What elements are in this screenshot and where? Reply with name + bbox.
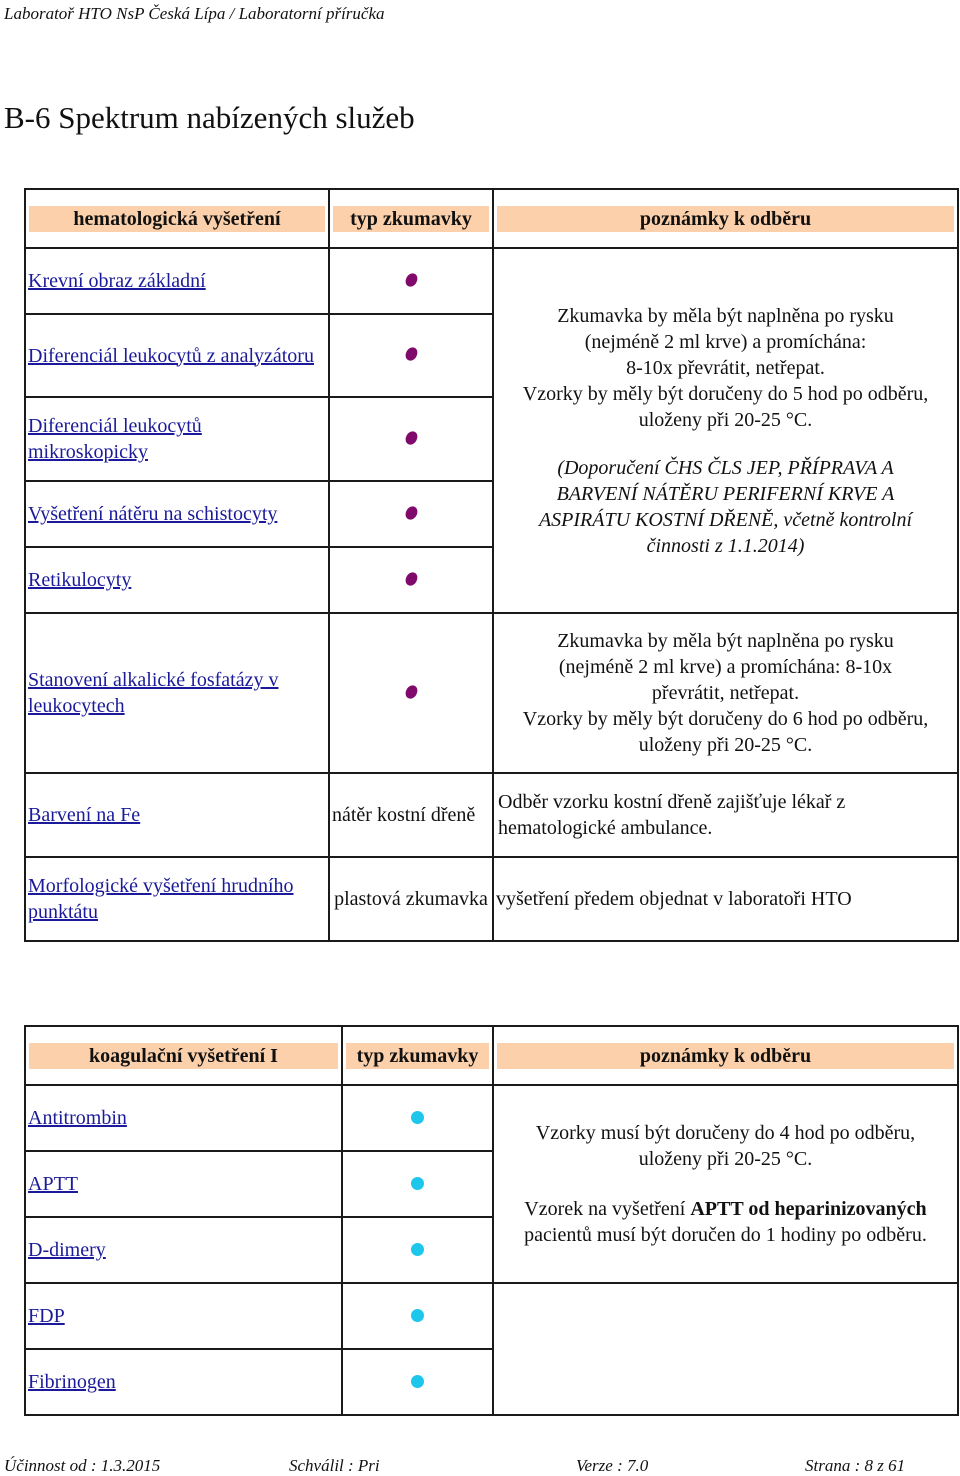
tube-purple-dot-icon [403, 570, 420, 588]
notes-cell-2: Zkumavka by měla být naplněna po rysku (nejméně 2 ml krve) a promíchána: 8-10x převrátit, netřepat. Vzorky by měly být doručeny do 6 hod po odběru, uloženy při 20-25 °C. [493, 613, 958, 773]
col-header-tube: typ zkumavky [329, 189, 493, 248]
table-row [25, 1283, 958, 1349]
tube-purple-dot-icon [403, 271, 420, 289]
table-row [25, 613, 958, 773]
col-header-exam: hematologická vyšetření [25, 189, 329, 248]
page-title: B-6 Spektrum nabízených služeb [4, 100, 415, 135]
table-header-row [25, 1026, 958, 1085]
coagulation-table [24, 1025, 959, 1416]
exam-link-diff-microscopy[interactable]: Diferenciál leukocytů mikroskopicky [28, 415, 202, 463]
table-row [25, 773, 958, 857]
tube-cyan-dot-icon [411, 1375, 424, 1388]
table-header-row [25, 189, 958, 248]
table-row [25, 857, 958, 941]
tube-cyan-dot-icon [411, 1111, 424, 1124]
exam-link-pleural-punctate[interactable]: Morfologické vyšetření hrudního punktátu [28, 875, 294, 923]
tube-purple-dot-icon [403, 429, 420, 447]
tube-purple-dot-icon [403, 683, 420, 701]
exam-link-aptt[interactable]: APTT [28, 1173, 78, 1195]
exam-link-reticulocytes[interactable]: Retikulocyty [28, 569, 132, 591]
exam-link-antithrombin[interactable]: Antitrombin [28, 1107, 127, 1129]
exam-link-fdp[interactable]: FDP [28, 1305, 65, 1327]
exam-link-blood-count[interactable]: Krevní obraz základní [28, 270, 206, 292]
notes-cell-4: vyšetření předem objednat v laboratoři HTO [493, 857, 958, 941]
tube-type-marrow: nátěr kostní dřeně [329, 773, 493, 857]
exam-link-iron-stain[interactable]: Barvení na Fe [28, 804, 141, 826]
notes-cell-3: Odběr vzorku kostní dřeně zajišťuje lékař z hematologické ambulance. [493, 773, 958, 857]
exam-link-fibrinogen[interactable]: Fibrinogen [28, 1371, 116, 1393]
exam-link-diff-analyzer[interactable]: Diferenciál leukocytů z analyzátoru [28, 344, 314, 367]
footer-approved-by: Schválil : Pri [289, 1456, 380, 1475]
col-header-tube: typ zkumavky [342, 1026, 493, 1085]
page-header: Laboratoř HTO NsP Česká Lípa / Laboratorní příručka [4, 4, 385, 23]
notes-cell-empty [493, 1283, 958, 1415]
exam-link-alkaline-phosphatase[interactable]: Stanovení alkalické fosfatázy v leukocytech [28, 669, 279, 717]
tube-cyan-dot-icon [411, 1177, 424, 1190]
col-header-notes: poznámky k odběru [493, 1026, 958, 1085]
tube-cyan-dot-icon [411, 1243, 424, 1256]
notes-cell-1: Zkumavka by měla být naplněna po rysku (nejméně 2 ml krve) a promíchána: 8-10x převrátit, netřepat. Vzorky by měly být doručeny do 5 hod po odběru, uloženy při 20-25 °C. (Doporučení ČHS ČLS JEP, PŘÍPRAVA A BARVENÍ NÁTĚRU PERIFERNÍ KRVE A ASPIRÁTU KOSTNÍ DŘENĚ, včetně kontrolní činnosti z 1.1.2014) [493, 248, 958, 613]
tube-cyan-dot-icon [411, 1309, 424, 1322]
footer-effective-date: Účinnost od : 1.3.2015 [4, 1456, 161, 1475]
col-header-exam: koagulační vyšetření I [25, 1026, 342, 1085]
footer-page-number: Strana : 8 z 61 [805, 1456, 906, 1475]
tube-type-plastic: plastová zkumavka [329, 857, 493, 941]
footer-version: Verze : 7.0 [576, 1456, 649, 1475]
exam-link-d-dimers[interactable]: D-dimery [28, 1239, 106, 1261]
table-row [25, 1085, 958, 1151]
notes-cell-coag: Vzorky musí být doručeny do 4 hod po odběru, uloženy při 20-25 °C. Vzorek na vyšetření APTT od heparinizovaných pacientů musí být doručen do 1 hodiny po odběru. [493, 1085, 958, 1283]
col-header-notes: poznámky k odběru [493, 189, 958, 248]
exam-link-schistocytes[interactable]: Vyšetření nátěru na schistocyty [28, 503, 278, 525]
table-row [25, 248, 958, 314]
tube-purple-dot-icon [403, 345, 420, 363]
hematology-table [24, 188, 959, 942]
tube-purple-dot-icon [403, 504, 420, 522]
